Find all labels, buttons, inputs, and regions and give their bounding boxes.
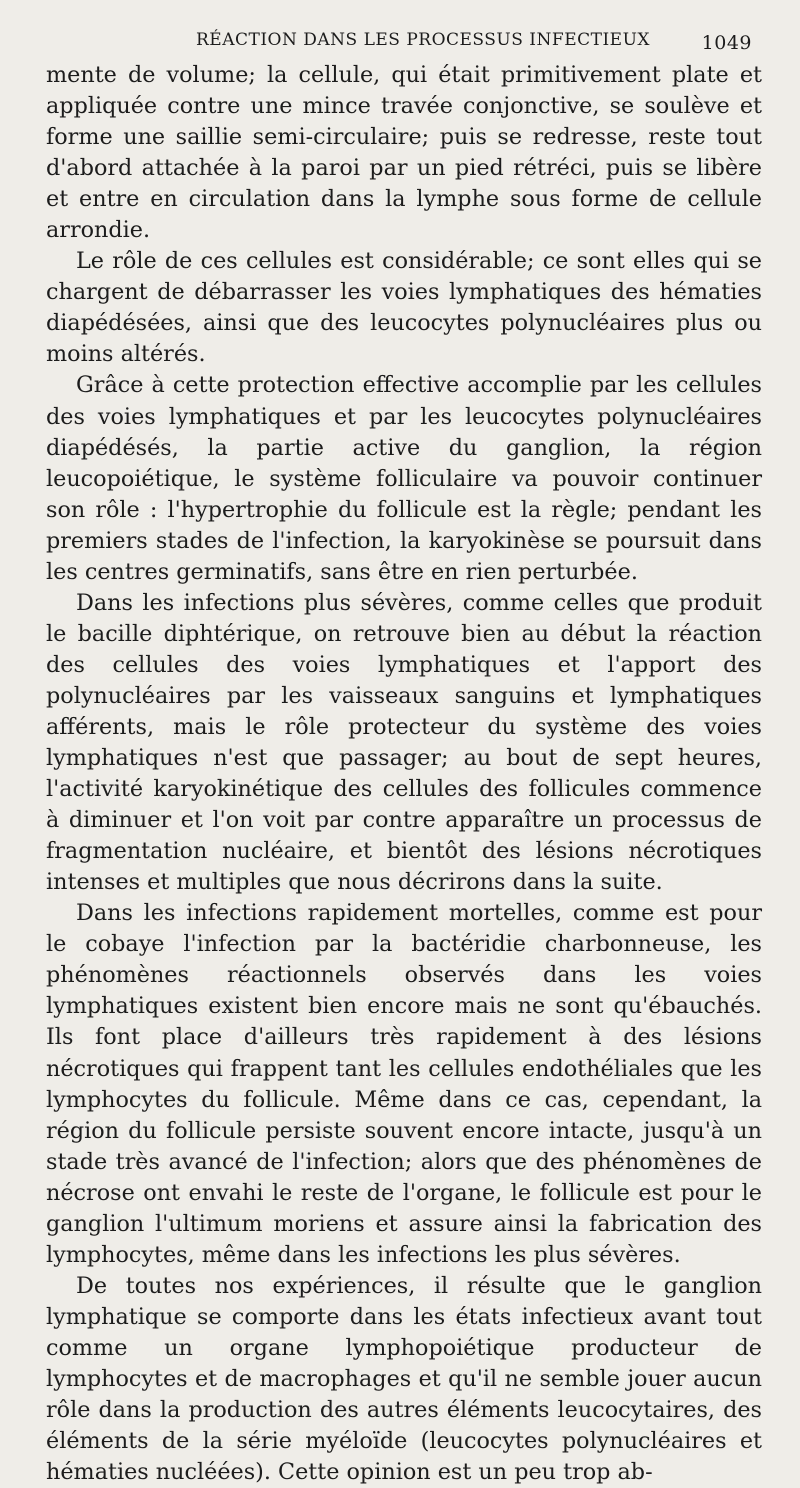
page-header [46,20,762,54]
body-text [46,60,762,1488]
running-head: RÉACTION DANS LES PROCESSUS INFECTIEUX [196,30,651,50]
paragraph: Le rôle de ces cellules est considérable; ce sont elles qui se chargent de débarrasser les voies lymphatiques des hématies diapédésées, ainsi que des leucocytes polynucléaires plus ou moins altérés. [46,248,762,368]
paragraph: Grâce à cette protection effective accomplie par les cellules des voies lymphatiques et par les leucocytes polynucléaires diapédésés, la partie active du ganglion, la région leucopoiétique, le système folliculaire va pouvoir continuer son rôle : l'hypertrophie du follicule est la règle; pendant les premiers stades de l'infection, la karyokinèse se poursuit dans les centres germinatifs, sans être en rien perturbée. [46,372,762,585]
paragraph: Dans les infections rapidement mortelles, comme est pour le cobaye l'infection par la bactéridie charbonneuse, les phénomènes réactionnels observés dans les voies lymphatiques existent bien encore mais ne sont qu'ébauchés. Ils font place d'ailleurs très rapidement à des lésions nécrotiques qui frappent tant les cellules endothéliales que les lymphocytes du follicule. Même dans ce cas, cependant, la région du follicule persiste souvent encore intacte, jusqu'à un stade très avancé de l'infection; alors que des phénomènes de nécrose ont envahi le reste de l'organe, le follicule est pour le ganglion l'ultimum moriens et assure ainsi la fabrication des lymphocytes, même dans les infections les plus sévères. [46,900,762,1268]
paragraph-continued: mente de volume; la cellule, qui était primitivement plate et appliquée contre une mince travée conjonctive, se soulève et forme une saillie semi-circulaire; puis se redresse, reste tout d'abord attachée à la paroi par un pied rétréci, puis se libère et entre en circulation dans la lymphe sous forme de cellule arrondie. [46,62,762,244]
page-number: 1049 [701,32,752,54]
paragraph: Dans les infections plus sévères, comme celles que produit le bacille diphtérique, on retrouve bien au début la réaction des cellules des voies lymphatiques et l'apport des polynucléaires par les vaisseaux sanguins et lymphatiques afférents, mais le rôle protecteur du système des voies lymphatiques n'est que passager; au bout de sept heures, l'activité karyokinétique des cellules des follicules commence à diminuer et l'on voit par contre apparaître un processus de fragmentation nucléaire, et bientôt des lésions nécrotiques intenses et multiples que nous décrirons dans la suite. [46,589,762,896]
paragraph: De toutes nos expériences, il résulte que le ganglion lymphatique se comporte dans les états infectieux avant tout comme un organe lymphopoiétique producteur de lymphocytes et de macrophages et qu'il ne semble jouer aucun rôle dans la production des autres éléments leucocytaires, des éléments de la série myéloïde (leucocytes polynucléaires et hématies nucléées). Cette opinion est un peu trop ab- [46,1272,762,1486]
